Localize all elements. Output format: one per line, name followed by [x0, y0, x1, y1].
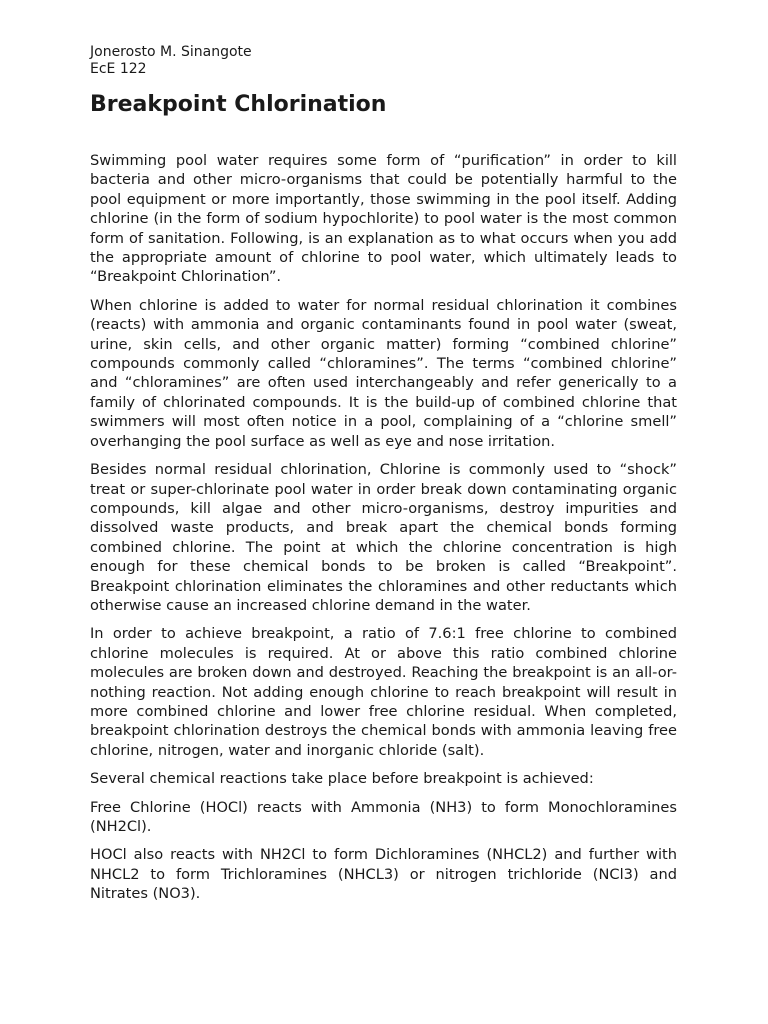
paragraph-monochloramines: Free Chlorine (HOCl) reacts with Ammonia (NH3) to form Monochloramines (NH2Cl). — [90, 798, 677, 835]
author-name: Jonerosto M. Sinangote — [90, 44, 252, 60]
document-body — [90, 151, 677, 904]
document-page — [90, 44, 677, 913]
paragraph-intro: Swimming pool water requires some form of “purification” in order to kill bacteria and other micro-organisms that could be potentially harmful to the pool equipment or more importantly, those swimming in the pool itself. Adding chlorine (in the form of sodium hypochlorite) to pool water is the most common form of sanitation. Following, is an explanation as to what occurs when you add the appropriate amount of chlorine to pool water, which ultimately leads to “Breakpoint Chlorination”. — [90, 152, 677, 286]
document-title: Breakpoint Chlorination — [90, 92, 387, 117]
paragraph-breakpoint-ratio: In order to achieve breakpoint, a ratio of 7.6:1 free chlorine to combined chlorine molecules is required. At or above this ratio combined chlorine molecules are broken down and destroyed. Reaching the breakpoint is an all-or-nothing reaction. Not adding enough chlorine to reach breakpoint will result in more combined chlorine and lower free chlorine residual. When completed, breakpoint chlorination destroys the chemical bonds with ammonia leaving free chlorine, nitrogen, water and inorganic chloride (salt). — [90, 625, 677, 759]
paragraph-dichloramines: HOCl also reacts with NH2Cl to form Dichloramines (NHCL2) and further with NHCL2 to form Trichloramines (NHCL3) or nitrogen trichloride (NCl3) and Nitrates (NO3). — [90, 846, 677, 903]
course-code: EcE 122 — [90, 61, 147, 77]
paragraph-combined-chlorine: When chlorine is added to water for normal residual chlorination it combines (reacts) with ammonia and organic contaminants found in pool water (sweat, urine, skin cells, and other organic matter) forming “combined chlorine” compounds commonly called “chloramines”. The terms “combined chlorine” and “chloramines” are often used interchangeably and refer generically to a family of chlorinated compounds. It is the build-up of combined chlorine that swimmers will most often notice in a pool, complaining of a “chlorine smell” overhanging the pool surface as well as eye and nose irritation. — [90, 296, 677, 450]
paragraph-shock-treatment: Besides normal residual chlorination, Chlorine is commonly used to “shock” treat or super-chlorinate pool water in order break down contaminating organic compounds, kill algae and other micro-organisms, destroy impurities and dissolved waste products, and break apart the chemical bonds forming combined chlorine. The point at which the chlorine concentration is high enough for these chemical bonds to be broken is called “Breakpoint”. Breakpoint chlorination eliminates the chloramines and other reductants which otherwise cause an increased chlorine demand in the water. — [90, 461, 677, 614]
paragraph-reactions-intro: Several chemical reactions take place before breakpoint is achieved: — [90, 770, 594, 788]
